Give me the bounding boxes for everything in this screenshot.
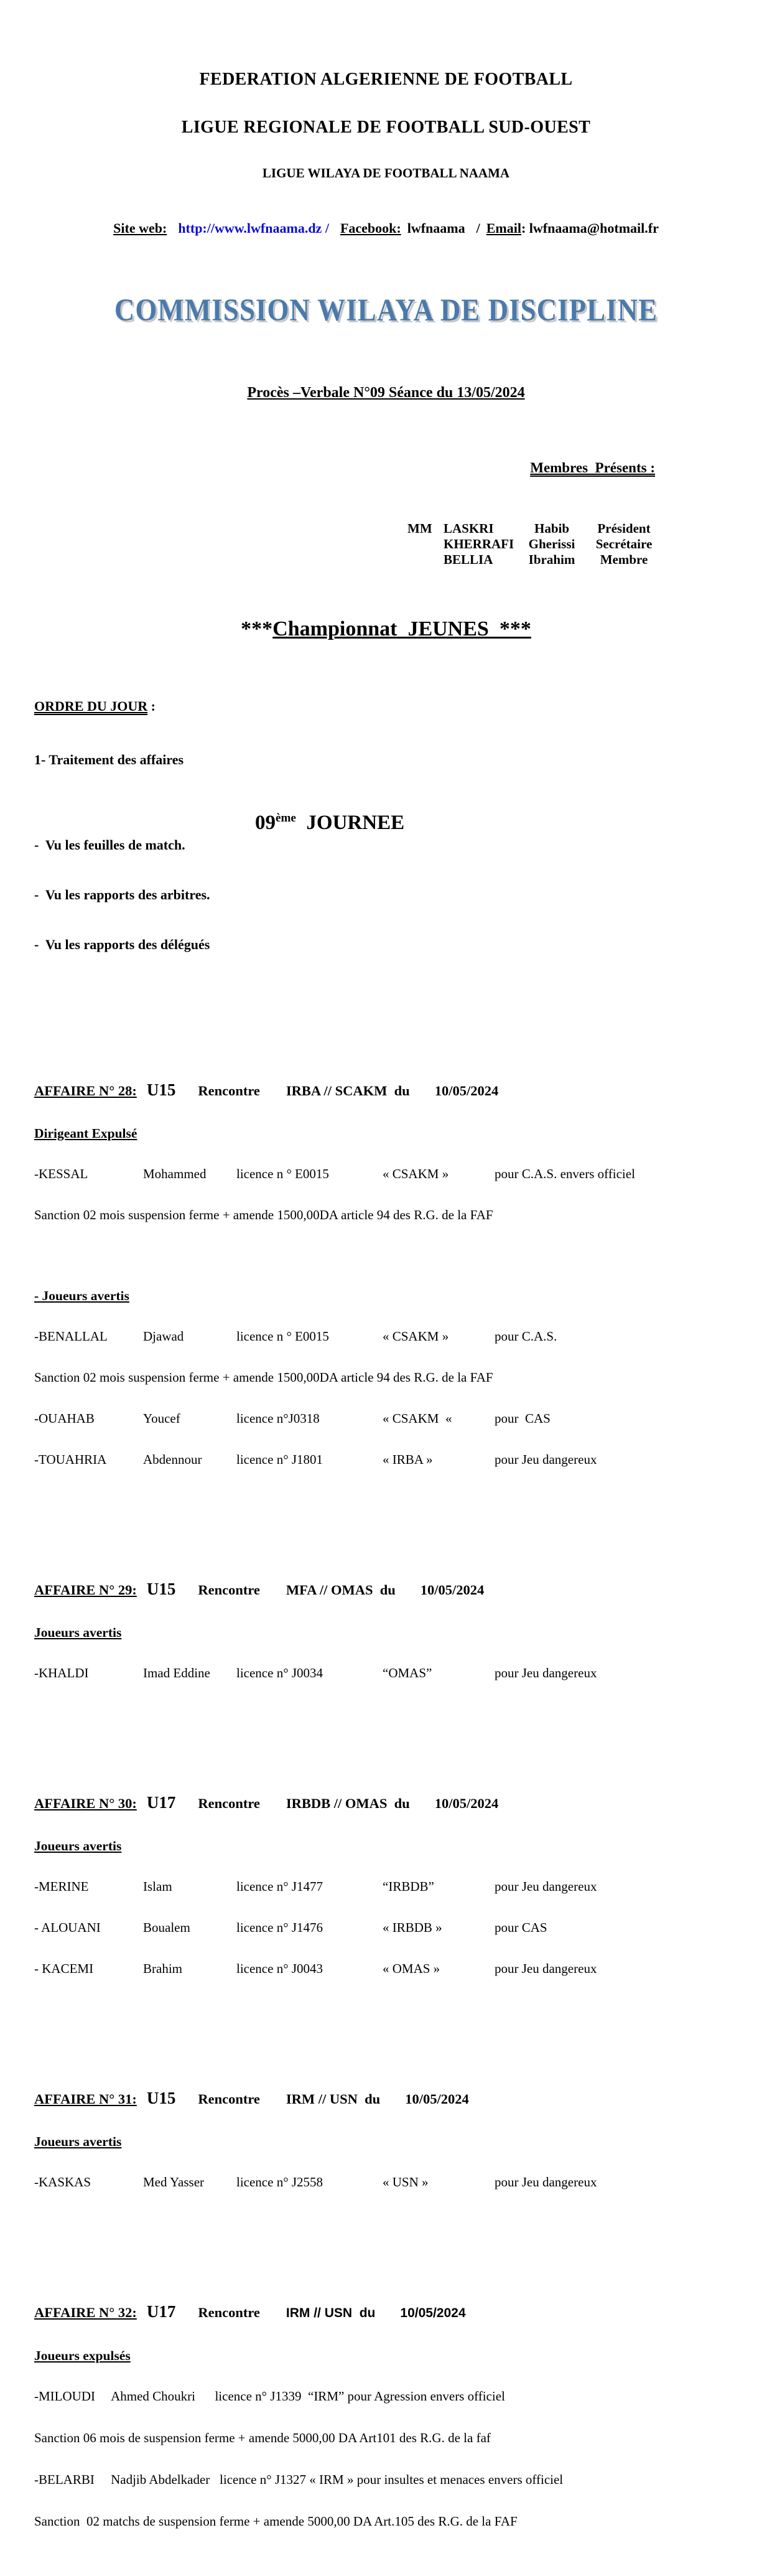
ordre-du-jour-heading <box>34 698 738 714</box>
person-licence: licence n° J1801 <box>236 1452 323 1467</box>
person-name: -TOUAHRIA <box>34 1452 107 1467</box>
person-reason: pour CAS <box>495 1920 547 1935</box>
person-club: « IRBA » <box>383 1452 433 1467</box>
affaire-30-heading <box>34 1793 738 1813</box>
sanction-row <box>34 1409 738 1428</box>
member-name: LASKRI <box>444 521 494 536</box>
member-firstname: Ibrahim <box>528 552 575 567</box>
person-club: « CSAKM » <box>383 1329 449 1344</box>
affaire-28-sub-avertis: - Joueurs avertis <box>34 1288 129 1303</box>
journee-word: JOURNEE <box>295 812 405 834</box>
person-name: -BENALLAL <box>34 1329 108 1344</box>
membres-presents-text: Membres Présents : <box>530 460 655 475</box>
affaire-31-category: U15 <box>146 2089 176 2107</box>
person-firstname: Boualem <box>143 1920 190 1935</box>
person-name: -KESSAL <box>34 1166 88 1181</box>
affaire-30 <box>34 1771 738 2000</box>
proces-verbale-text: Procès –Verbale N°09 Séance du 13/05/2024 <box>247 385 525 401</box>
person-firstname: Djawad <box>143 1329 184 1344</box>
person-licence: licence n°J0318 <box>236 1411 320 1426</box>
person-name: -MERINE <box>34 1879 89 1894</box>
person-firstname: Abdennour <box>143 1452 202 1467</box>
journee-superscript: ème <box>276 812 296 825</box>
person-licence: licence n° J1477 <box>236 1879 323 1894</box>
affaire-29-sub-avertis: Joueurs avertis <box>34 1625 122 1640</box>
affaire-32-category: U17 <box>146 2302 176 2321</box>
affaire-29-rencontre: Rencontre <box>198 1582 260 1598</box>
affaire-30-sub-avertis: Joueurs avertis <box>34 1838 122 1853</box>
person-licence: licence n° J1476 <box>236 1920 323 1935</box>
commission-banner <box>34 294 738 326</box>
sanction-row <box>34 1877 738 1896</box>
affaire-28-label: AFFAIRE N° 28: <box>34 1083 137 1098</box>
member-role: Président <box>597 521 651 536</box>
member-role: Membre <box>600 552 648 567</box>
affaire-30-match: IRBDB // OMAS du <box>286 1796 410 1811</box>
sanction-line: -BELARBI Nadjib Abdelkader licence n° J1327 « IRM » pour insultes et menaces envers officiel <box>34 2472 564 2487</box>
person-name: -OUAHAB <box>34 1411 95 1426</box>
separator-slash: / <box>476 220 480 236</box>
spacer <box>34 1247 738 1263</box>
contact-line <box>34 220 738 237</box>
email-label: Email <box>486 220 521 236</box>
person-club: « OMAS » <box>383 1961 440 1976</box>
membres-presents-heading <box>34 460 738 476</box>
sanction-row <box>34 1918 738 1937</box>
affaire-32-rencontre: Rencontre <box>198 2305 260 2320</box>
email-value: lwfnaama@hotmail.fr <box>529 220 659 236</box>
person-club: « CSAKM » <box>383 1166 449 1181</box>
affaire-32-match: IRM // USN du <box>286 2306 376 2320</box>
sanction-line: -MILOUDI Ahmed Choukri licence n° J1339 “IRM” pour Agression envers officiel <box>34 2389 505 2404</box>
affaire-30-date: 10/05/2024 <box>434 1796 499 1811</box>
ligue-regionale-title: LIGUE REGIONALE DE FOOTBALL SUD-OUEST <box>181 118 591 137</box>
sanction-row <box>34 1450 738 1469</box>
journee-heading <box>255 812 404 835</box>
affaire-31-sub-avertis: Joueurs avertis <box>34 2134 122 2149</box>
email-colon: : <box>521 220 526 236</box>
person-reason: pour Jeu dangereux <box>495 2175 597 2190</box>
affaire-29-heading <box>34 1580 738 1599</box>
affaire-32-date: 10/05/2024 <box>400 2306 466 2320</box>
bullet-arbitres: - Vu les rapports des arbitres. <box>34 887 210 902</box>
person-reason: pour CAS <box>495 1411 551 1426</box>
person-reason: pour Jeu dangereux <box>495 1879 597 1894</box>
sanction-line: Sanction 02 matchs de suspension ferme + amende 5000,00 DA Art.105 des R.G. de la FAF <box>34 2514 518 2529</box>
person-reason: pour C.A.S. <box>495 1329 557 1344</box>
person-firstname: Brahim <box>143 1961 182 1976</box>
affaire-30-rencontre: Rencontre <box>198 1796 260 1811</box>
affaire-30-label: AFFAIRE N° 30: <box>34 1796 137 1811</box>
site-web-url[interactable]: http://www.lwfnaama.dz / <box>178 220 329 236</box>
sanction-row <box>34 2173 738 2191</box>
bullet-delegues: - Vu les rapports des délégués <box>34 937 210 952</box>
facebook-label: Facebook: <box>340 220 401 236</box>
person-firstname: Mohammed <box>143 1166 207 1181</box>
sanction-row <box>34 1959 738 1978</box>
site-web-label: Site web: <box>113 220 167 236</box>
sanction-row <box>34 1164 738 1183</box>
person-firstname: Imad Eddine <box>143 1665 210 1680</box>
sanction-line: Sanction 02 mois suspension ferme + amende 1500,00DA article 94 des R.G. de la FAF <box>34 1207 493 1222</box>
sanction-row <box>34 1664 738 1682</box>
affaire-32-heading <box>34 2302 738 2323</box>
bullet-feuilles: - Vu les feuilles de match. <box>34 837 185 853</box>
affaire-29-date: 10/05/2024 <box>420 1582 485 1598</box>
affaire-32 <box>34 2280 738 2554</box>
person-licence: licence n ° E0015 <box>236 1329 329 1344</box>
championnat-title <box>34 617 738 641</box>
ordre-item-1: 1- Traitement des affaires <box>34 752 184 767</box>
commission-banner-text: COMMISSION WILAYA DE DISCIPLINE <box>114 293 658 327</box>
person-licence: licence n° J0034 <box>236 1665 323 1680</box>
affaire-31-match: IRM // USN du <box>286 2091 381 2107</box>
federation-title: FEDERATION ALGERIENNE DE FOOTBALL <box>199 70 573 89</box>
members-table <box>407 521 738 568</box>
affaire-28-date: 10/05/2024 <box>434 1083 499 1098</box>
affaire-30-category: U17 <box>146 1793 176 1812</box>
ligue-wilaya-title: LIGUE WILAYA DE FOOTBALL NAAMA <box>262 166 510 180</box>
member-firstname: Gherissi <box>528 536 575 551</box>
ordre-du-jour-text: ORDRE DU JOUR <box>34 698 148 714</box>
affaire-28-sub-dirigeant: Dirigeant Expulsé <box>34 1126 137 1141</box>
person-club: “OMAS” <box>383 1665 432 1680</box>
affaire-31 <box>34 2066 738 2214</box>
affaire-31-rencontre: Rencontre <box>198 2091 260 2107</box>
affaire-28 <box>34 1058 738 1491</box>
member-firstname: Habib <box>534 521 570 536</box>
affaire-28-category: U15 <box>146 1080 176 1099</box>
affaire-29-label: AFFAIRE N° 29: <box>34 1582 137 1598</box>
members-mm <box>407 536 444 552</box>
person-reason: pour Jeu dangereux <box>495 1961 597 1976</box>
affaire-28-match: IRBA // SCAKM du <box>286 1083 410 1098</box>
members-mm <box>407 552 444 568</box>
person-club: “IRBDB” <box>383 1879 434 1894</box>
member-name: KHERRAFI <box>444 536 514 551</box>
affaire-29-match: MFA // OMAS du <box>286 1582 396 1598</box>
person-name: - ALOUANI <box>34 1920 101 1935</box>
facebook-value: lwfnaama <box>407 220 465 236</box>
affaire-32-label: AFFAIRE N° 32: <box>34 2305 137 2320</box>
person-firstname: Med Yasser <box>143 2175 205 2190</box>
proces-verbale-line <box>34 385 738 401</box>
member-role: Secrétaire <box>595 536 653 551</box>
person-club: « CSAKM « <box>383 1411 452 1426</box>
affaire-31-date: 10/05/2024 <box>405 2091 469 2107</box>
person-licence: licence n° J2558 <box>236 2175 323 2190</box>
person-reason: pour Jeu dangereux <box>495 1452 597 1467</box>
person-club: « IRBDB » <box>383 1920 442 1935</box>
person-reason: pour Jeu dangereux <box>495 1665 597 1680</box>
championnat-stars: *** <box>241 617 273 640</box>
journee-number: 09 <box>255 812 276 834</box>
affaire-32-sub-expulses: Joueurs expulsés <box>34 2348 131 2363</box>
member-name: BELLIA <box>444 552 493 567</box>
championnat-text: Championnat JEUNES *** <box>272 617 531 640</box>
person-name: -KHALDI <box>34 1665 89 1680</box>
person-firstname: Youcef <box>143 1411 180 1426</box>
affaire-29-category: U15 <box>146 1580 176 1598</box>
person-licence: licence n° J0043 <box>236 1961 323 1976</box>
ordre-colon: : <box>147 698 156 714</box>
person-club: « USN » <box>383 2175 429 2190</box>
members-mm: MM <box>407 521 432 536</box>
sanction-line: Sanction 06 mois de suspension ferme + amende 5000,00 DA Art101 des R.G. de la faf <box>34 2430 491 2445</box>
affaire-28-heading <box>34 1080 738 1100</box>
person-name: - KACEMI <box>34 1961 94 1976</box>
person-firstname: Islam <box>143 1879 172 1894</box>
sanction-row <box>34 1327 738 1346</box>
affaire-28-rencontre: Rencontre <box>198 1083 260 1098</box>
person-licence: licence n ° E0015 <box>236 1166 329 1181</box>
ordre-bullets <box>34 809 738 992</box>
affaire-31-heading <box>34 2089 738 2109</box>
affaire-29 <box>34 1557 738 1705</box>
affaire-31-label: AFFAIRE N° 31: <box>34 2091 137 2107</box>
person-reason: pour C.A.S. envers officiel <box>495 1166 635 1181</box>
person-name: -KASKAS <box>34 2175 91 2190</box>
sanction-line: Sanction 02 mois suspension ferme + amende 1500,00DA article 94 des R.G. de la FAF <box>34 1370 493 1385</box>
